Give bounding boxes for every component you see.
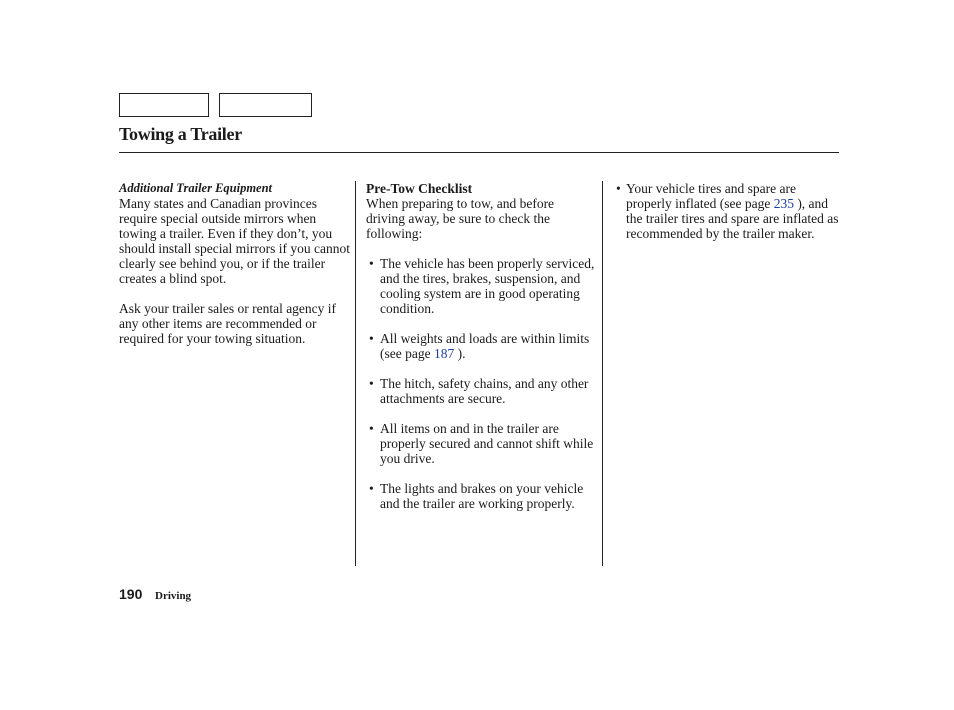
page-reference-link[interactable]: 235 (773, 196, 794, 211)
page-title: Towing a Trailer (119, 124, 242, 144)
column-pre-tow-checklist (366, 181, 596, 511)
bullet-icon: • (369, 331, 374, 346)
paragraph-ask-agency: Ask your trailer sales or rental agency if any other items are recommended or required for your towing situation. (119, 301, 337, 346)
bullet-icon: • (616, 181, 621, 196)
list-item: • The hitch, safety chains, and any other attachments are secure. (369, 376, 589, 406)
bullet-icon: • (369, 376, 374, 391)
list-item: • All weights and loads are within limits (see page 187 ). (369, 331, 590, 361)
paragraph-mirrors: Many states and Canadian provinces require special outside mirrors when towing a trailer. Even if they don’t, you should install special mirrors if you cannot clearly see behind you, or if the trailer creates a blind spot. (119, 196, 350, 286)
column-additional-equipment (119, 181, 351, 346)
list-item: • The lights and brakes on your vehicle and the trailer are working properly. (369, 481, 584, 511)
checklist (366, 256, 596, 511)
paragraph-checklist-intro: When preparing to tow, and before driving away, be sure to check the following: (366, 196, 555, 241)
checklist-continued (616, 181, 841, 241)
list-item: • Your vehicle tires and spare are properly inflated (see page 235 ), and the trailer tires and spare are inflated as recommended by the trailer maker. (616, 181, 839, 241)
bullet-icon: • (369, 421, 374, 436)
column-divider (602, 181, 603, 566)
nav-button-previous[interactable] (119, 93, 209, 117)
section-heading-pre-tow-checklist: Pre-Tow Checklist (366, 181, 473, 196)
title-divider (119, 152, 839, 153)
page-reference-link[interactable]: 187 (433, 346, 455, 361)
nav-button-next[interactable] (219, 93, 312, 117)
list-item: • All items on and in the trailer are properly secured and cannot shift while you drive. (369, 421, 594, 466)
section-heading-additional-equipment: Additional Trailer Equipment (119, 181, 273, 195)
bullet-icon: • (369, 256, 374, 271)
list-item: • The vehicle has been properly serviced, and the tires, brakes, suspension, and cooling system are in good operating condition. (369, 256, 595, 316)
column-divider (355, 181, 356, 566)
column-tire-check (616, 181, 841, 241)
bullet-icon: • (369, 481, 374, 496)
section-name: Driving (155, 590, 192, 602)
page-number: 190 (119, 586, 143, 602)
